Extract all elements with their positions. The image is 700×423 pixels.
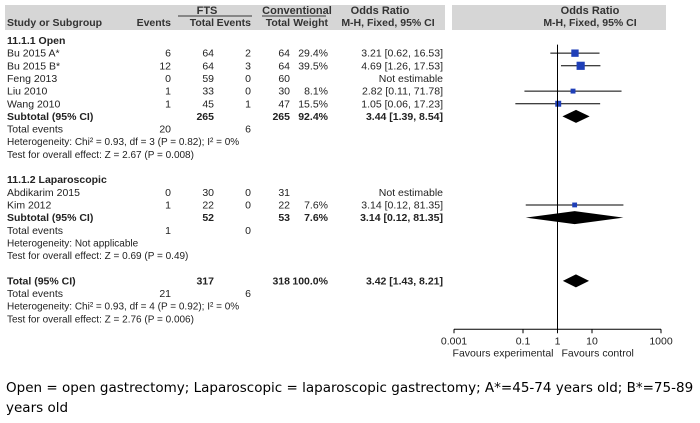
events-fts: 1 — [165, 199, 171, 212]
plot-method-header: M-H, Fixed, 95% CI — [543, 17, 637, 29]
col-events-header: Events — [136, 17, 171, 29]
pooled-label: Subtotal (95% CI) — [7, 110, 94, 123]
plot-odds-ratio-header: Odds Ratio — [560, 5, 620, 17]
statistic-text: Test for overall effect: Z = 2.67 (P = 0.008) — [7, 149, 194, 161]
events-conventional: 0 — [245, 85, 251, 98]
figure-caption: Open = open gastrectomy; Laparoscopic = laparoscopic gastrectomy; A*=45-74 years old; B*=75-89 years old — [6, 380, 694, 416]
odds-ratio-ci-text: 3.21 [0.62, 16.53] — [361, 47, 443, 60]
total-conventional: 47 — [278, 98, 290, 111]
x-tick-label: 0.001 — [440, 335, 468, 348]
study-point-estimate — [555, 101, 561, 107]
col-total-header: Total — [189, 17, 214, 29]
group1-label: FTS — [196, 5, 218, 17]
total-conventional: 22 — [278, 199, 290, 212]
study-point-estimate — [572, 203, 577, 208]
total-fts: 33 — [202, 85, 214, 98]
events-fts: 20 — [159, 123, 171, 136]
weight-value: 100.0% — [292, 275, 328, 288]
odds-ratio-ci-text: 3.42 [1.43, 8.21] — [365, 275, 443, 288]
group2-label: Conventional — [262, 5, 332, 17]
odds-ratio-ci-text: 3.14 [0.12, 81.35] — [360, 212, 443, 225]
col-study-header: Study or Subgroup — [7, 17, 103, 29]
odds-ratio-ci-text: 1.05 [0.06, 17.23] — [361, 98, 443, 111]
events-fts: 12 — [159, 60, 171, 73]
total-conventional: 53 — [278, 212, 290, 225]
total-conventional: 265 — [272, 110, 290, 123]
events-conventional: 1 — [245, 98, 251, 111]
events-fts: 6 — [165, 47, 171, 60]
events-fts: 1 — [165, 98, 171, 111]
subgroup-heading: 11.1.1 Open — [7, 35, 66, 47]
study-label: Abdikarim 2015 — [7, 186, 80, 199]
odds-ratio-ci-text: Not estimable — [378, 72, 443, 85]
total-fts: 30 — [202, 186, 214, 199]
odds-ratio-ci-text: 3.14 [0.12, 81.35] — [361, 199, 443, 212]
weight-value: 15.5% — [298, 98, 328, 111]
weight-value: 29.4% — [298, 47, 328, 60]
subtotal-diamond — [526, 211, 624, 224]
events-conventional: 6 — [245, 288, 251, 300]
odds-ratio-ci-text: 3.44 [1.39, 8.54] — [365, 110, 443, 123]
total-fts: 59 — [202, 72, 214, 85]
total-fts: 265 — [196, 110, 214, 123]
weight-value: 7.6% — [304, 199, 328, 212]
pooled-label: Subtotal (95% CI) — [7, 212, 94, 225]
weight-value: 7.6% — [304, 212, 328, 225]
pooled-label: Total (95% CI) — [7, 275, 76, 288]
total-conventional: 318 — [272, 275, 290, 288]
study-label: Kim 2012 — [7, 199, 52, 212]
col-total2-header: Total — [265, 17, 290, 29]
total-conventional: 31 — [278, 186, 290, 199]
study-label: Bu 2015 A* — [7, 47, 60, 60]
odds-ratio-ci-text: Not estimable — [378, 186, 443, 199]
events-conventional: 0 — [245, 224, 251, 237]
study-label: Liu 2010 — [7, 85, 48, 98]
favours-right-label: Favours control — [561, 347, 634, 360]
col-method-header: M-H, Fixed, 95% CI — [341, 17, 435, 29]
odds-ratio-header: Odds Ratio — [350, 5, 410, 17]
x-tick-label: 0.1 — [515, 335, 531, 348]
statistic-text: Test for overall effect: Z = 2.76 (P = 0.006) — [7, 314, 194, 326]
events-fts: 0 — [165, 72, 171, 85]
x-tick-label: 1 — [554, 335, 561, 348]
events-fts: 0 — [165, 186, 171, 199]
statistic-text: Heterogeneity: Chi² = 0.93, df = 3 (P = 0.82); I² = 0% — [7, 137, 240, 149]
total-fts: 45 — [202, 98, 214, 111]
events-fts: 1 — [165, 224, 171, 237]
total-fts: 317 — [196, 275, 214, 288]
total-events-label: Total events — [7, 288, 64, 300]
statistic-text: Heterogeneity: Chi² = 0.93, df = 4 (P = 0.92); I² = 0% — [7, 301, 240, 313]
total-conventional: 30 — [278, 85, 290, 98]
total-events-label: Total events — [7, 224, 64, 237]
x-tick-label: 10 — [586, 335, 598, 348]
total-conventional: 64 — [278, 60, 290, 73]
study-label: Wang 2010 — [7, 98, 61, 111]
overall-diamond — [563, 274, 589, 287]
events-conventional: 6 — [245, 123, 251, 136]
events-conventional: 0 — [245, 186, 251, 199]
total-conventional: 60 — [278, 72, 290, 85]
total-events-label: Total events — [7, 123, 64, 136]
weight-value: 8.1% — [304, 85, 328, 98]
total-fts: 64 — [202, 47, 214, 60]
x-tick-label: 1000 — [649, 335, 673, 348]
events-conventional: 2 — [245, 47, 251, 60]
events-conventional: 0 — [245, 199, 251, 212]
events-conventional: 0 — [245, 72, 251, 85]
events-conventional: 3 — [245, 60, 251, 73]
weight-value: 92.4% — [298, 110, 328, 123]
col-weight-header: Weight — [293, 17, 328, 29]
statistic-text: Heterogeneity: Not applicable — [7, 238, 139, 250]
total-fts: 22 — [202, 199, 214, 212]
events-fts: 1 — [165, 85, 171, 98]
odds-ratio-ci-text: 4.69 [1.26, 17.53] — [361, 60, 443, 73]
events-fts: 21 — [159, 288, 171, 300]
study-point-estimate — [577, 62, 585, 70]
weight-value: 39.5% — [298, 60, 328, 73]
study-label: Bu 2015 B* — [7, 60, 61, 73]
total-fts: 52 — [202, 212, 214, 225]
total-fts: 64 — [202, 60, 214, 73]
study-point-estimate — [571, 89, 576, 94]
study-point-estimate — [571, 49, 578, 56]
col-events2-header: Events — [216, 17, 251, 29]
subgroup-heading: 11.1.2 Laparoscopic — [7, 174, 107, 187]
total-conventional: 64 — [278, 47, 290, 60]
subtotal-diamond — [562, 110, 589, 123]
favours-left-label: Favours experimental — [452, 347, 554, 360]
study-label: Feng 2013 — [7, 72, 58, 85]
statistic-text: Test for overall effect: Z = 0.69 (P = 0.49) — [7, 251, 189, 263]
odds-ratio-ci-text: 2.82 [0.11, 71.78] — [362, 85, 443, 98]
